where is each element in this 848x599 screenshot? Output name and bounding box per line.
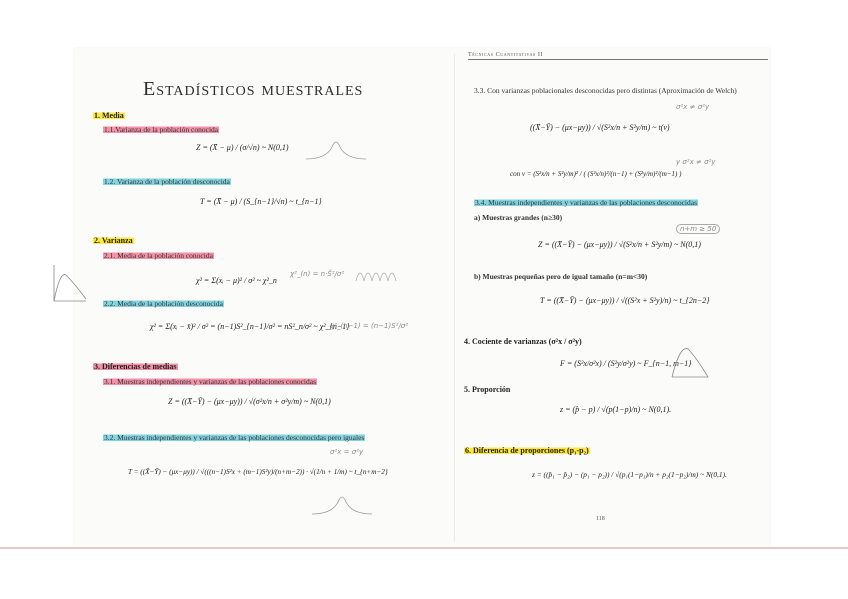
handwritten-aside-3-3: y σ²x ≠ σ²y [676, 158, 716, 166]
section-3-2-label: 3.2. Muestras independientes y varianzas de las poblaciones desconocidas pero iguales [104, 433, 365, 442]
formula-2-1: χ² = Σ(xᵢ − μ)² / σ² ~ χ²_n [196, 276, 277, 285]
section-cociente-heading: 4. Cociente de varianzas (σ²x / σ²y) [464, 337, 582, 346]
section-proporcion-heading: 5. Proporción [464, 385, 511, 394]
formula-2-2: χ² = Σ(xᵢ − x̄)² / σ² = (n−1)S²_{n−1}/σ² = nS²_n/σ² ~ χ²_{n−1} [150, 322, 350, 331]
section-3-3-label: 3.3. Con varianzas poblacionales desconocidas pero distintas (Aproximación de Welch) [474, 86, 737, 95]
section-3-4-label: 3.4. Muestras independientes y varianzas de las poblaciones desconocidas [475, 198, 698, 207]
formula-1-1: Z = (X̄ − μ) / (σ/√n) ~ N(0,1) [196, 143, 289, 152]
handwritten-note-3-2: σ²x = σ²y [330, 448, 364, 456]
chi-square-curve-sketch [52, 265, 86, 305]
section-media-heading: 1. Media [94, 111, 124, 120]
running-header: Técnicas Cuantitativas II [468, 52, 768, 60]
section-varianza-heading: 2. Varianza [94, 236, 133, 245]
formula-1-2: T = (X̄ − μ) / (S_{n−1}/√n) ~ t_{n−1} [200, 197, 322, 206]
scribble-doodle [356, 263, 402, 285]
section-3-4b-label: b) Muestras pequeñas pero de igual tamaño (n=m<30) [474, 272, 648, 281]
page-title: Estadísticos muestrales [143, 78, 364, 100]
section-3-4a-label: a) Muestras grandes (n≥30) [474, 213, 563, 222]
page-spine-divider [454, 54, 455, 542]
handwritten-note-3-3: σ²x ≠ σ²y [676, 103, 710, 111]
formula-3-3: ((X̄−Ȳ) − (μx−μy)) / √(S²x/n + S²y/m) ~ t(v) [530, 123, 670, 132]
formula-3-1: Z = ((X̄−Ȳ) − (μx−μy)) / √(σ²x/n + σ²y/m) ~ N(0,1) [168, 397, 331, 406]
section-1-2-label: 1.2. Varianza de la población desconocida [104, 177, 230, 186]
formula-4: F = (S²x/σ²x) / (S²y/σ²y) ~ F_{n−1, m−1} [560, 359, 692, 368]
section-3-1-label: 3.1. Muestras independientes y varianzas de las poblaciones conocidas [104, 377, 317, 386]
formula-3-4a: Z = ((X̄−Ȳ) − (μx−μy)) / √(S²x/n + S²y/m) ~ N(0,1) [538, 240, 701, 249]
t-curve-sketch [312, 492, 372, 516]
formula-3-2: T = ((X̄−Ȳ) − (μx−μy)) / √(((n−1)S²x + (m−1)S²y)/(n+m−2)) · √(1/n + 1/m) ~ t_{n+m−2} [128, 468, 388, 476]
handwritten-note-2-1: χ²_(n) = n·S̃²/σ² [290, 270, 345, 278]
normal-curve-sketch [306, 137, 366, 161]
handwritten-note-3-4a: n+m ≥ 50 [676, 224, 720, 234]
handwritten-note-2-2: χ²_(n−1) = (n−1)S²/σ² [330, 322, 409, 330]
page-number: 118 [596, 516, 605, 522]
f-curve-sketch [670, 345, 708, 379]
bottom-divider [0, 547, 848, 549]
section-diferencias-heading: 3. Diferencias de medias [94, 362, 177, 371]
formula-3-4b: T = ((X̄−Ȳ) − (μx−μy)) / √((S²x + S²y)/n) ~ t_{2n−2} [540, 296, 710, 305]
section-dif-proporciones-heading: 6. Diferencia de proporciones (p₁-p₂) [465, 446, 589, 455]
section-2-1-label: 2.1. Media de la población conocida [104, 251, 213, 260]
section-2-2-label: 2.2. Media de la población desconocida [104, 299, 223, 308]
formula-6: z = ((p̂₁ − p̂₂) − (p₁ − p₂)) / √(p₁(1−p₁)/n + p₂(1−p₂)/m) ~ N(0,1). [532, 470, 727, 479]
formula-5: z = (p̂ − p) / √(p(1−p)/n) ~ N(0,1). [560, 405, 672, 414]
section-1-1-label: 1.1.Varianza de la población conocida [104, 125, 219, 134]
welch-degrees-formula: con v = (S²x/n + S²y/m)² / ( (S²x/n)²/(n−1) + (S²y/m)²/(m−1) ) [510, 170, 682, 178]
